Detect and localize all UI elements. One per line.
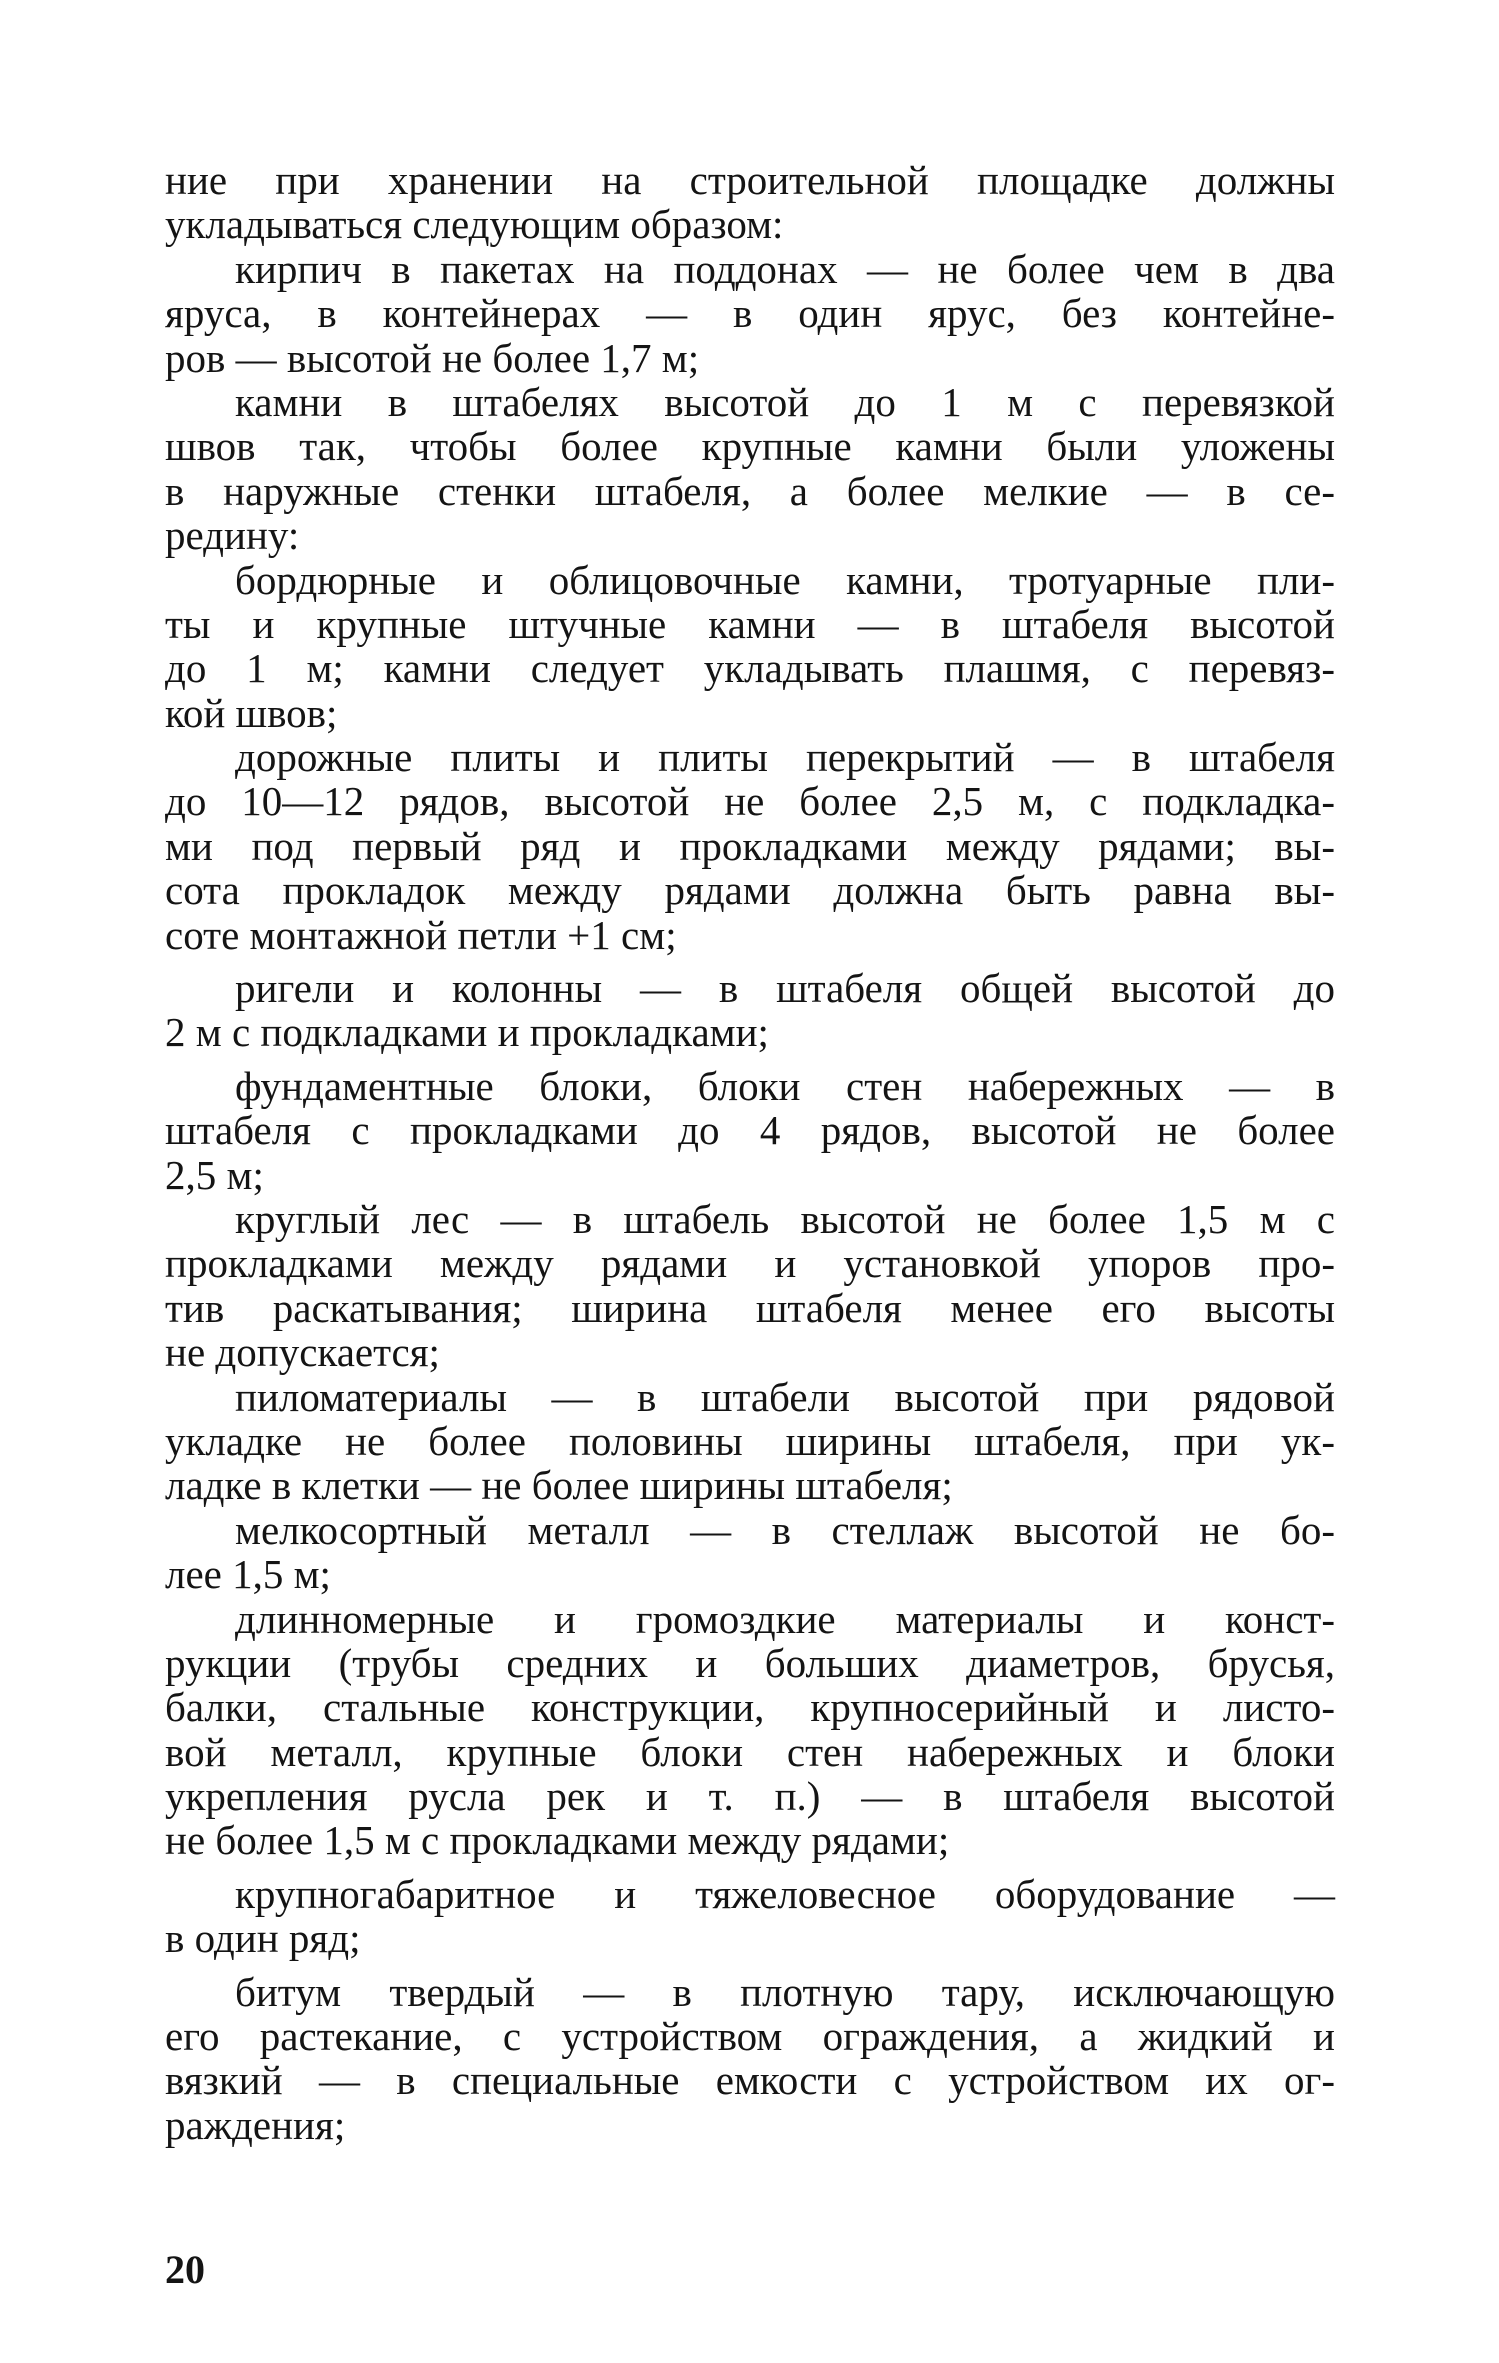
text-line: вязкий — в специальные емкости с устройством их ог- (165, 2057, 1335, 2104)
text-line: мелкосортный металл — в стеллаж высотой не бо- (235, 1506, 1335, 1553)
text-line: до 1 м; камни следует укладывать плашмя, с перевяз- (165, 645, 1335, 692)
text-line: фундаментные блоки, блоки стен набережных — в (235, 1062, 1335, 1109)
text-line: кирпич в пакетах на поддонах — не более чем в два (235, 245, 1335, 292)
text-line: лее 1,5 м; (165, 1551, 331, 1598)
text-line: 2,5 м; (165, 1151, 264, 1198)
text-line: его растекание, с устройством ограждения, а жидкий и (165, 2013, 1335, 2060)
text-line: ты и крупные штучные камни — в штабеля высотой (165, 600, 1335, 647)
text-line: ми под первый ряд и прокладками между рядами; вы- (165, 822, 1335, 869)
text-line: ние при хранении на строительной площадке должны (165, 157, 1335, 203)
text-line: в наружные стенки штабеля, а более мелкие — в се- (165, 467, 1335, 514)
text-line: раждения; (165, 2101, 346, 2148)
text-line: редину: (165, 512, 300, 559)
text-line: крупногабаритное и тяжеловесное оборудование — (235, 1870, 1335, 1917)
page-body (165, 158, 1335, 2147)
text-line: ригели и колонны — в штабеля общей высотой до (235, 965, 1335, 1012)
text-line: не допускается; (165, 1329, 440, 1376)
text-line: круглый лес — в штабель высотой не более 1,5 м с (235, 1195, 1335, 1242)
text-line: рукции (трубы средних и больших диаметров, брусья, (165, 1639, 1335, 1686)
text-line: швов так, чтобы более крупные камни были уложены (165, 423, 1335, 470)
page-number: 20 (165, 2247, 205, 2292)
text-line: штабеля с прокладками до 4 рядов, высотой не более (165, 1107, 1335, 1154)
text-line: сота прокладок между рядами должна быть равна вы- (165, 867, 1335, 914)
text-line: укрепления русла рек и т. п.) — в штабеля высотой (165, 1773, 1335, 1820)
text-line: соте монтажной петли +1 см; (165, 911, 677, 958)
text-line: укладке не более половины ширины штабеля, при ук- (165, 1417, 1335, 1464)
text-line: длинномерные и громоздкие материалы и конст- (235, 1595, 1335, 1642)
text-line: кой швов; (165, 689, 338, 736)
text-line: 2 м с подкладками и прокладками; (165, 1009, 769, 1056)
text-line: ладке в клетки — не более ширины штабеля; (165, 1462, 953, 1509)
text-line: дорожные плиты и плиты перекрытий — в штабеля (235, 734, 1335, 781)
text-line: балки, стальные конструкции, крупносерийный и листо- (165, 1684, 1335, 1731)
text-line: вой металл, крупные блоки стен набережных и блоки (165, 1728, 1335, 1775)
text-line: прокладками между рядами и установкой упоров про- (165, 1240, 1335, 1287)
text-line: битум твердый — в плотную тару, исключающую (235, 1968, 1335, 2015)
text-line: пиломатериалы — в штабели высотой при рядовой (235, 1373, 1335, 1420)
text-line: яруса, в контейнерах — в один ярус, без контейне- (165, 290, 1335, 337)
text-line: ров — высотой не более 1,7 м; (165, 334, 700, 381)
text-line: тив раскатывания; ширина штабеля менее его высоты (165, 1284, 1335, 1331)
text-line: в один ряд; (165, 1915, 361, 1962)
text-line: бордюрные и облицовочные камни, тротуарные пли- (235, 556, 1335, 603)
text-line: не более 1,5 м с прокладками между рядами; (165, 1817, 950, 1864)
text-line: камни в штабелях высотой до 1 м с перевязкой (235, 378, 1335, 425)
text-line: до 10—12 рядов, высотой не более 2,5 м, с подкладка- (165, 778, 1335, 825)
text-line: укладываться следующим образом: (165, 201, 784, 248)
